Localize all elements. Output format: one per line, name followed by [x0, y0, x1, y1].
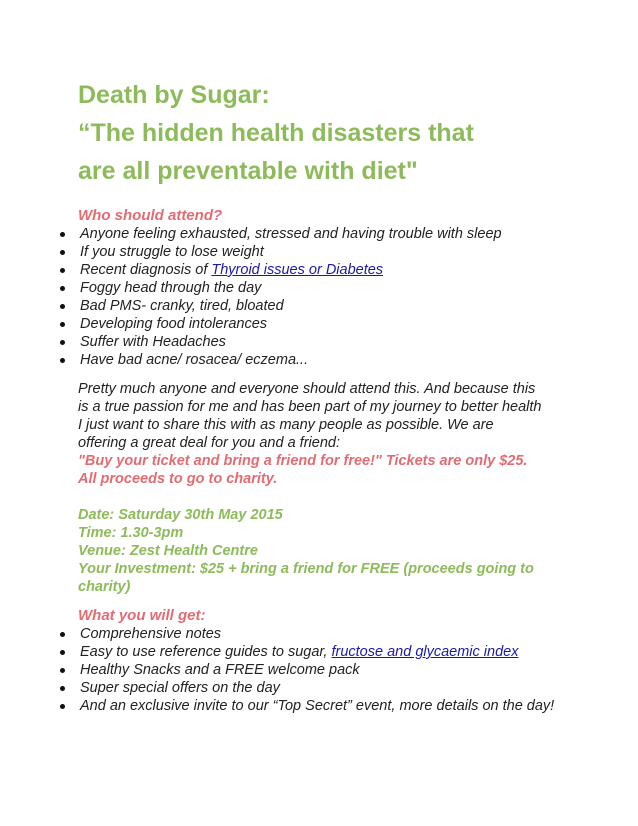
page-title	[78, 76, 618, 190]
offer-line: All proceeds to go to charity.	[78, 471, 278, 487]
bullet-icon	[60, 686, 65, 691]
event-date: Date: Saturday 30th May 2015	[78, 507, 283, 523]
bullet-icon	[60, 232, 65, 237]
list-item: Suffer with Headaches	[0, 333, 502, 351]
intro-paragraph	[78, 380, 578, 488]
event-time: Time: 1.30-3pm	[78, 525, 184, 541]
get-heading: What you will get:	[78, 607, 206, 624]
bullet-icon	[60, 340, 65, 345]
title-line-3: are all preventable with diet"	[78, 157, 418, 185]
bullet-icon	[60, 286, 65, 291]
fructose-glycaemic-link[interactable]: fructose and glycaemic index	[331, 644, 519, 660]
attend-heading: Who should attend?	[78, 207, 223, 224]
bullet-icon	[60, 704, 65, 709]
list-item: Healthy Snacks and a FREE welcome pack	[0, 661, 560, 679]
bullet-icon	[60, 668, 65, 673]
list-item: Anyone feeling exhausted, stressed and having trouble with sleep	[0, 225, 502, 243]
thyroid-diabetes-link[interactable]: Thyroid issues or Diabetes	[211, 262, 384, 278]
list-item: Developing food intolerances	[0, 315, 502, 333]
intro-line: is a true passion for me and has been part of my journey to better health	[78, 399, 542, 415]
attend-list	[0, 225, 502, 369]
list-item: Bad PMS- cranky, tired, bloated	[0, 297, 502, 315]
list-item: Easy to use reference guides to sugar, fructose and glycaemic index	[0, 643, 560, 661]
get-list	[0, 625, 560, 715]
bullet-icon	[60, 304, 65, 309]
intro-line: offering a great deal for you and a friend:	[78, 435, 340, 451]
title-line-1: Death by Sugar:	[78, 81, 270, 109]
bullet-icon	[60, 632, 65, 637]
event-details	[78, 506, 578, 596]
bullet-icon	[60, 250, 65, 255]
list-item: And an exclusive invite to our “Top Secret” event, more details on the day!	[0, 697, 560, 715]
list-item: Super special offers on the day	[0, 679, 560, 697]
list-item: Comprehensive notes	[0, 625, 560, 643]
list-item: Foggy head through the day	[0, 279, 502, 297]
bullet-icon	[60, 322, 65, 327]
offer-line: "Buy your ticket and bring a friend for free!" Tickets are only $25.	[78, 453, 528, 469]
intro-line: I just want to share this with as many people as possible. We are	[78, 417, 494, 433]
intro-line: Pretty much anyone and everyone should attend this. And because this	[78, 381, 536, 397]
event-investment: Your Investment: $25 + bring a friend for FREE (proceeds going to	[78, 561, 534, 577]
bullet-icon	[60, 268, 65, 273]
list-item: Recent diagnosis of Thyroid issues or Diabetes	[0, 261, 502, 279]
list-item: Have bad acne/ rosacea/ eczema...	[0, 351, 502, 369]
list-item: If you struggle to lose weight	[0, 243, 502, 261]
title-line-2: “The hidden health disasters that	[78, 119, 474, 147]
event-investment-cont: charity)	[78, 579, 131, 595]
event-venue: Venue: Zest Health Centre	[78, 543, 258, 559]
bullet-icon	[60, 358, 65, 363]
bullet-icon	[60, 650, 65, 655]
